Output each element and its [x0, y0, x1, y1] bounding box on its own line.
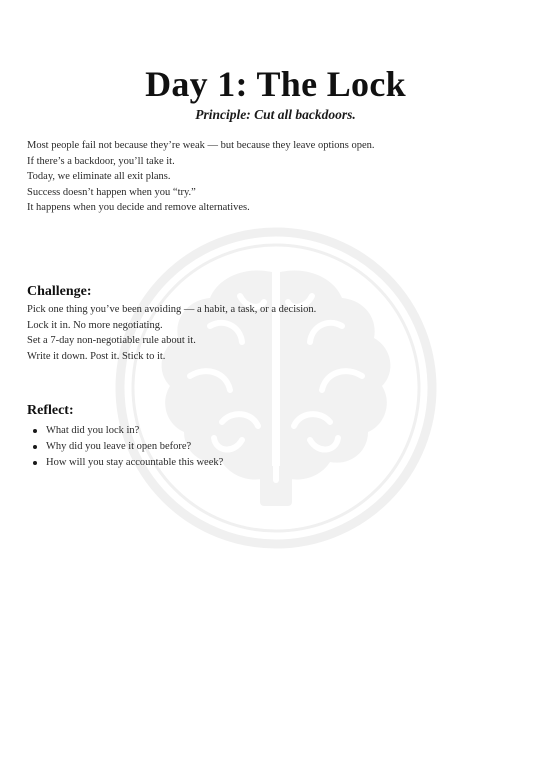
reflect-item-text: How will you stay accountable this week? [46, 456, 224, 468]
challenge-line: Pick one thing you’ve been avoiding — a habit, a task, or a decision. [27, 304, 317, 315]
intro-line: Most people fail not because they’re weak — but because they leave options open. [27, 140, 375, 151]
reflect-item [27, 439, 507, 455]
bullet-icon [33, 429, 37, 433]
intro-paragraph [27, 138, 527, 216]
challenge-text [27, 302, 527, 364]
intro-line: If there’s a backdoor, you’ll take it. [27, 155, 175, 167]
bullet-icon [33, 461, 37, 465]
reflect-item [27, 455, 507, 471]
page-title: Day 1: The Lock [145, 64, 406, 104]
challenge-heading: Challenge: [27, 284, 92, 299]
intro-line: It happens when you decide and remove alternatives. [27, 202, 250, 214]
intro-line: Today, we eliminate all exit plans. [27, 171, 171, 183]
reflect-item-text: Why did you leave it open before? [46, 440, 192, 452]
challenge-line: Write it down. Post it. Stick to it. [27, 350, 166, 362]
intro-line: Success doesn’t happen when you “try.” [27, 186, 196, 198]
reflect-item-text: What did you lock in? [46, 425, 140, 436]
bullet-icon [33, 445, 37, 449]
challenge-line: Lock it in. No more negotiating. [27, 319, 163, 331]
principle-subtitle: Principle: Cut all backdoors. [195, 107, 356, 122]
reflect-heading: Reflect: [27, 403, 74, 418]
brain-watermark-icon [114, 226, 438, 550]
challenge-line: Set a 7-day non-negotiable rule about it. [27, 335, 196, 347]
reflect-list [27, 423, 507, 470]
reflect-item [27, 423, 507, 439]
